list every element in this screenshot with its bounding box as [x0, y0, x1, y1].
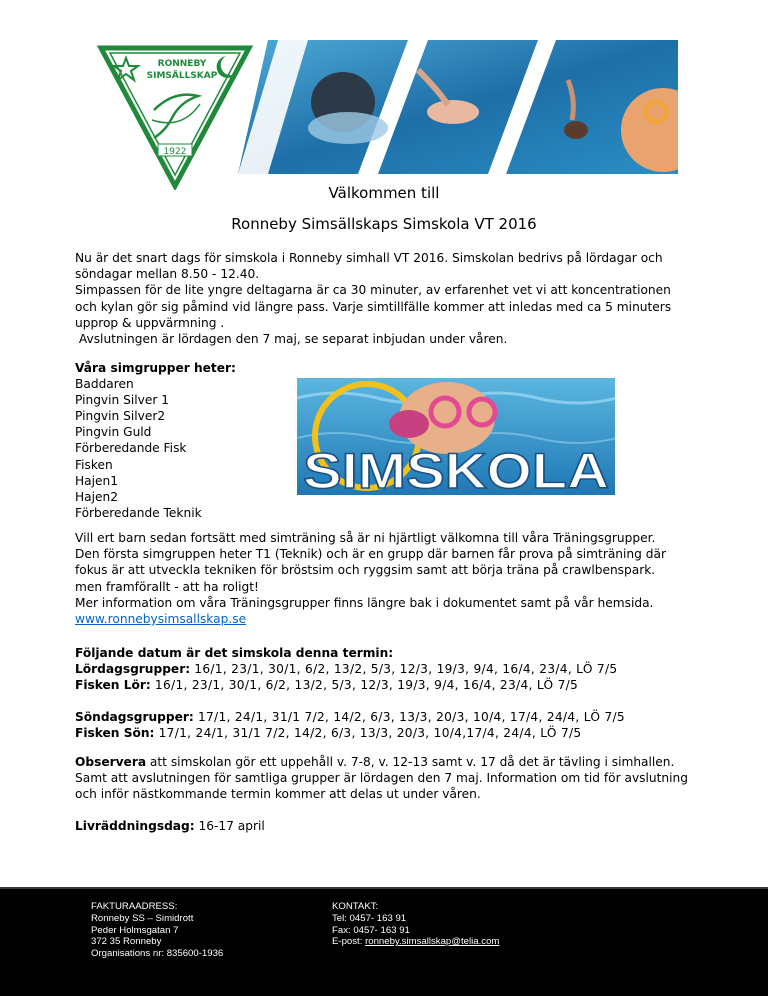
swim-groups-list [75, 360, 236, 521]
group-item: Hajen2 [75, 489, 118, 504]
billing-heading: FAKTURAADRESS: [91, 901, 178, 912]
observe-label: Observera [75, 755, 147, 769]
training-paragraph [75, 530, 690, 627]
training-line: Vill ert barn sedan fortsätt med simträning så är ni hjärtligt välkomna till våra Träningsgrupper. [75, 531, 656, 545]
lordag-label: Lördagsgrupper: [75, 662, 191, 677]
observe-line: Samt att avslutningen för samtliga grupper är lördagen den 7 maj. Information om tid för avslutning [75, 771, 688, 786]
group-item: Förberedande Teknik [75, 505, 202, 520]
billing-line: Peder Holmsgatan 7 [91, 924, 179, 936]
training-line: Den första simgruppen heter T1 (Teknik) och är en grupp där barnen får prova på simträning där [75, 547, 666, 562]
fisken-lor-dates: 16/1, 23/1, 30/1, 6/2, 13/2, 5/3, 12/3, 19/3, 9/4, 16/4, 23/4, LÖ 7/5 [150, 678, 579, 693]
contact-tel: Tel: 0457- 163 91 [332, 912, 407, 924]
group-item: Pingvin Guld [75, 425, 152, 440]
footer [0, 887, 768, 996]
group-item: Pingvin Silver2 [75, 409, 166, 424]
group-item: Pingvin Silver 1 [75, 393, 169, 408]
lifesaving-day [75, 818, 690, 834]
billing-line: Ronneby SS – Simidrott [91, 912, 194, 924]
contact-info [332, 901, 499, 948]
group-item: Fisken [75, 457, 113, 472]
dates-section [75, 645, 690, 694]
intro-line: söndagar mellan 8.50 - 12.40. [75, 267, 260, 282]
lordag-dates: 16/1, 23/1, 30/1, 6/2, 13/2, 5/3, 12/3, 19/3, 9/4, 16/4, 23/4, LÖ 7/5 [190, 662, 618, 677]
fisken-son-dates: 17/1, 24/1, 31/1 7/2, 14/2, 6/3, 13/3, 20/3, 10/4,17/4, 24/4, LÖ 7/5 [154, 726, 582, 741]
billing-line: 372 35 Ronneby [91, 936, 162, 948]
logo-name-line2: SIMSÄLLSKAP [146, 71, 218, 81]
observe-paragraph [75, 754, 690, 803]
swimmers-banner-image [238, 40, 678, 174]
sondag-dates: 17/1, 24/1, 31/1 7/2, 14/2, 6/3, 13/3, 20/3, 10/4, 17/4, 24/4, LÖ 7/5 [193, 710, 625, 724]
dates-heading: Följande datum är det simskola denna termin: [75, 646, 394, 660]
email-label: E-post: [332, 936, 366, 948]
lifesaving-value: 16-17 april [194, 819, 265, 833]
billing-address [91, 901, 223, 960]
intro-line: Simpassen för de lite yngre deltagarna är ca 30 minuter, av erfarenhet vet vi att koncentrationen [75, 283, 671, 298]
observe-line: och inför nästkommande termin kommer att delas ut under våren. [75, 787, 481, 802]
intro-line: upprop & uppvärmning . [75, 315, 225, 330]
title-welcome: Välkommen till [328, 184, 440, 202]
email-link[interactable]: ronneby.simsallskap@telia.com [365, 936, 500, 948]
intro-line: Avslutningen är lördagen den 7 maj, se separat inbjudan under våren. [75, 332, 508, 347]
billing-line: Organisations nr: 835600-1936 [91, 948, 224, 960]
website-link[interactable]: www.ronnebysimsallskap.se [75, 612, 247, 627]
group-item: Hajen1 [75, 473, 118, 488]
club-logo [96, 40, 254, 190]
groups-heading: Våra simgrupper heter: [75, 361, 236, 375]
sunday-dates-section [75, 709, 690, 741]
intro-line: Nu är det snart dags för simskola i Ronneby simhall VT 2016. Simskolan bedrivs på lördagar och [75, 251, 663, 265]
logo-name-line1: RONNEBY [157, 59, 207, 69]
simskola-image [297, 378, 615, 495]
lifesaving-label: Livräddningsdag: [75, 819, 195, 833]
training-line: fokus är att utveckla tekniken för bröstsim och ryggsim samt att börja träna på crawlbenspark. [75, 563, 656, 578]
logo-year: 1922 [163, 147, 187, 157]
training-line: Mer information om våra Träningsgrupper finns längre bak i dokumentet samt på vår hemsida. [75, 595, 654, 610]
contact-heading: KONTAKT: [332, 901, 379, 912]
group-item: Förberedande Fisk [75, 441, 187, 456]
fisken-lor-label: Fisken Lör: [75, 678, 151, 693]
training-line: men framförallt - att ha roligt! [75, 579, 259, 594]
sondag-label: Söndagsgrupper: [75, 710, 194, 724]
group-item: Baddaren [75, 377, 134, 392]
simskola-image-text: SIMSKOLA [303, 443, 609, 495]
intro-line: och kylan gör sig påmind vid längre pass. Varje simtillfälle kommer att inledas med ca 5 minuters [75, 299, 672, 314]
fisken-son-label: Fisken Sön: [75, 726, 155, 741]
intro-paragraph [75, 250, 690, 347]
title-simskola: Ronneby Simsällskaps Simskola VT 2016 [231, 215, 537, 233]
contact-fax: Fax: 0457- 163 91 [332, 924, 410, 936]
observe-text: att simskolan gör ett uppehåll v. 7-8, v. 12-13 samt v. 17 då det är tävling i simhallen. [146, 755, 675, 769]
